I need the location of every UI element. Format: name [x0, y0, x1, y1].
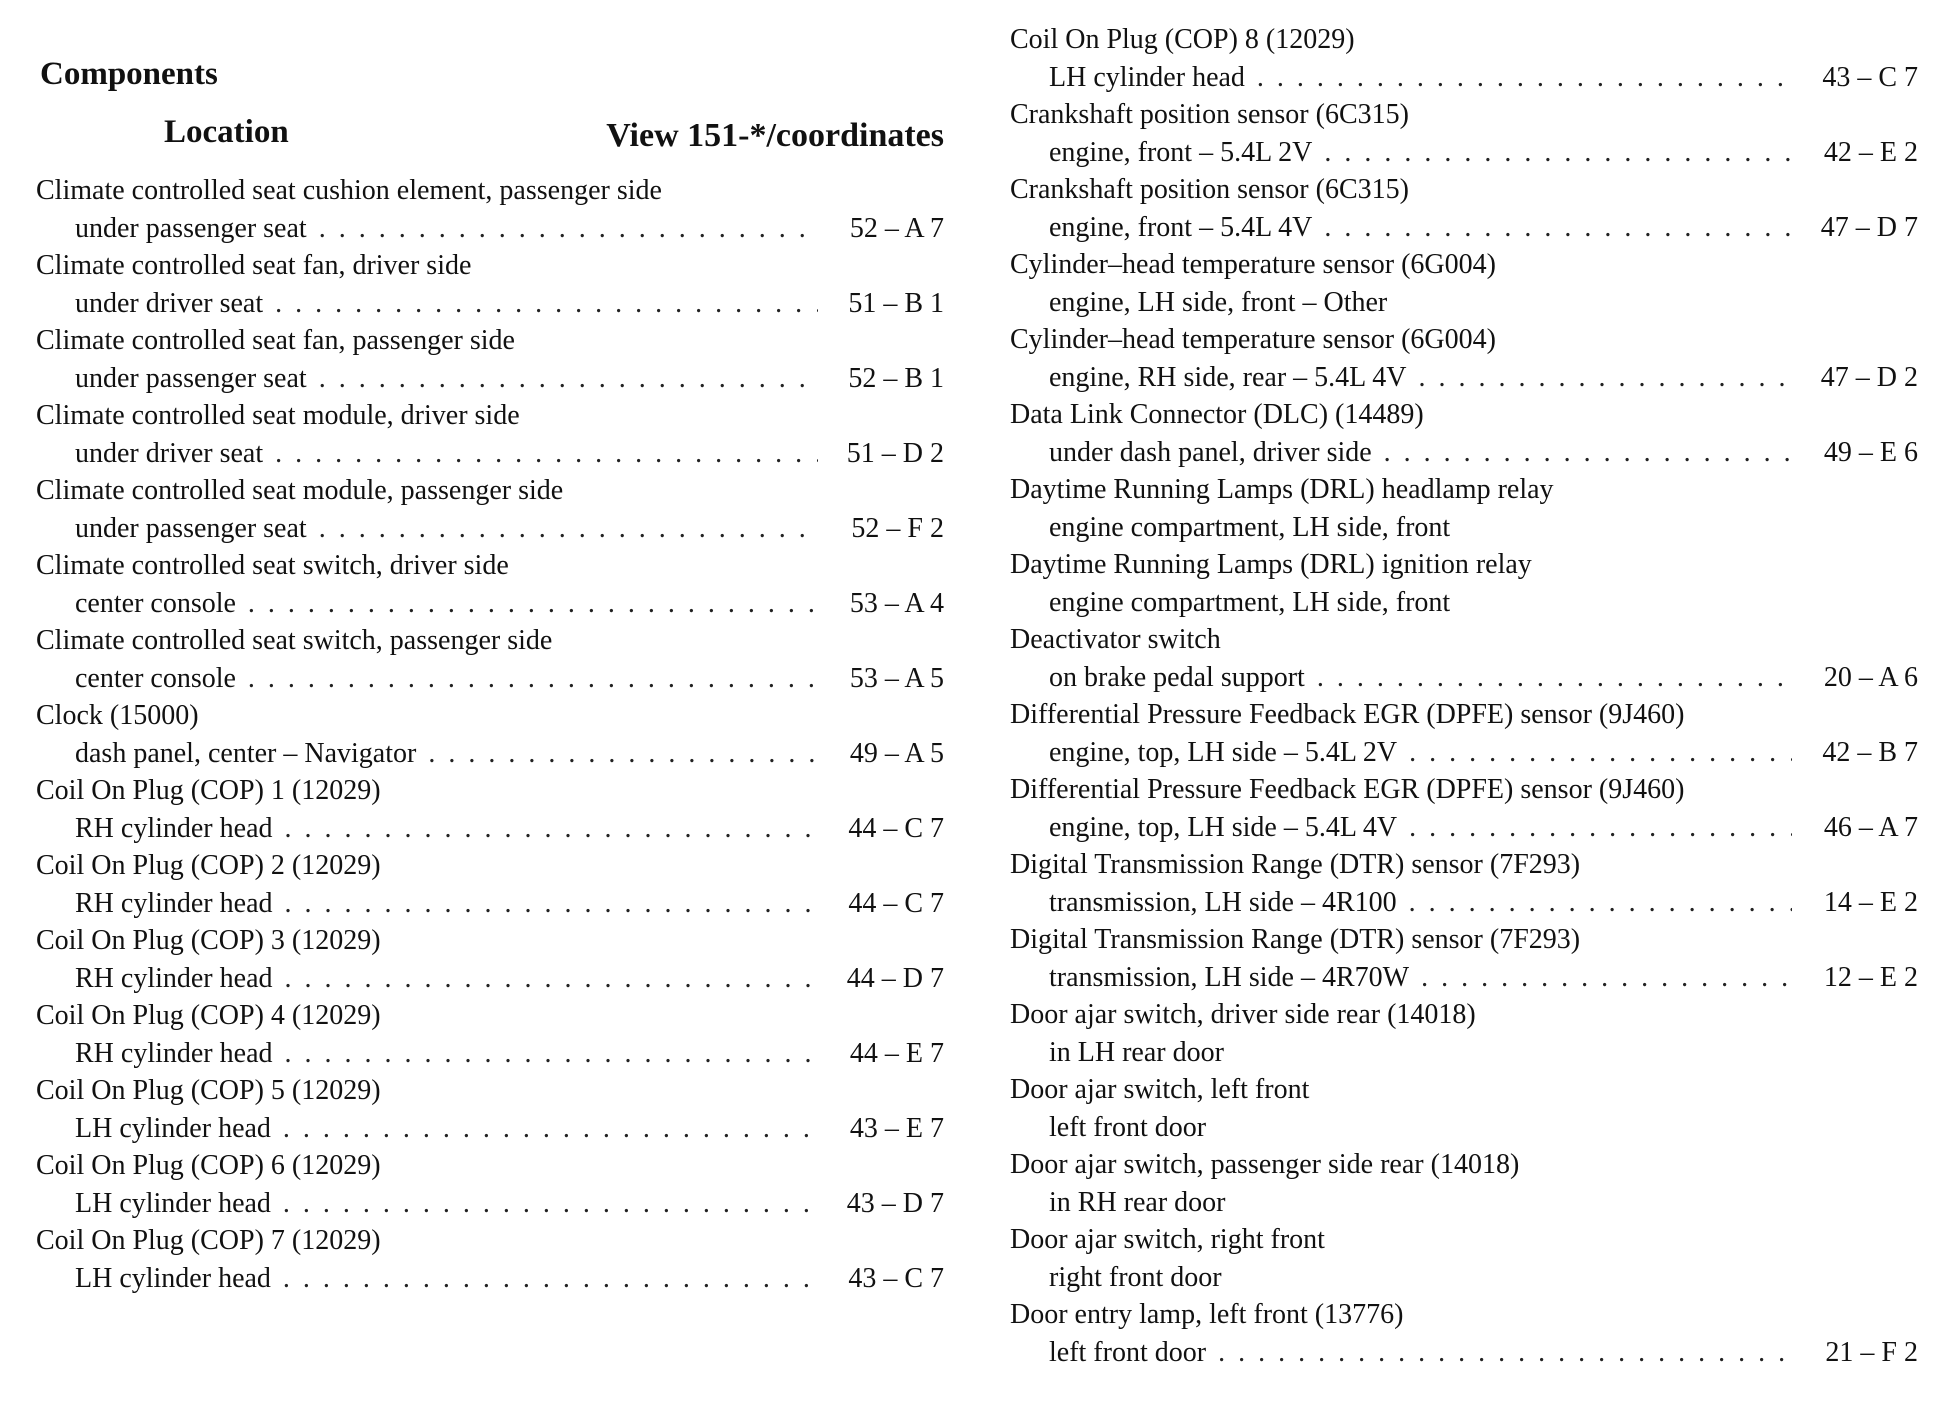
- location-row: [1010, 1259, 1918, 1297]
- component-location: in RH rear door: [1049, 1186, 1226, 1218]
- location-row: [1010, 959, 1918, 997]
- view-coordinate: 20 – A 6: [1823, 661, 1918, 693]
- view-coordinate: 52 – F 2: [851, 512, 944, 544]
- view-coordinate: 49 – E 6: [1823, 436, 1918, 468]
- component-location: under driver seat: [75, 287, 264, 319]
- view-coordinate: 49 – A 5: [849, 737, 944, 769]
- view-coordinate: 51 – D 2: [846, 437, 944, 469]
- component-name: Climate controlled seat fan, driver side: [36, 250, 472, 281]
- component-name: Climate controlled seat fan, passenger side: [36, 325, 515, 356]
- component-entry: [1010, 1221, 1918, 1296]
- component-location: engine, LH side, front – Other: [1049, 286, 1388, 318]
- location-row: [36, 1035, 944, 1073]
- dot-leader: [1324, 134, 1792, 172]
- location-row: [1010, 884, 1918, 922]
- view-coordinate: 14 – E 2: [1823, 886, 1918, 918]
- view-coordinate: 47 – D 2: [1820, 361, 1918, 393]
- view-coordinate: 43 – C 7: [1822, 61, 1918, 93]
- component-name: Coil On Plug (COP) 6 (12029): [36, 1150, 381, 1181]
- component-entry: [36, 172, 944, 247]
- location-row: [36, 960, 944, 998]
- section-title: Components: [40, 56, 218, 92]
- dot-leader: [319, 360, 818, 398]
- dot-leader: [283, 1185, 818, 1223]
- view-coordinates-column-header: View 151-*/coordinates: [606, 117, 944, 154]
- view-coordinate: 52 – B 1: [848, 362, 944, 394]
- location-row: [36, 210, 944, 248]
- location-row: [1010, 434, 1918, 472]
- location-row: [36, 585, 944, 623]
- component-location: engine, top, LH side – 5.4L 2V: [1049, 736, 1398, 768]
- component-name: Door ajar switch, passenger side rear (14018): [1010, 1149, 1520, 1180]
- component-location: engine, front – 5.4L 4V: [1049, 211, 1313, 243]
- component-entry: [1010, 846, 1918, 921]
- dot-leader: [285, 960, 819, 998]
- view-coordinate: 46 – A 7: [1823, 811, 1918, 843]
- left-component-list: [36, 172, 944, 1297]
- component-entry: [36, 997, 944, 1072]
- dot-leader: [275, 285, 818, 323]
- location-row: [1010, 209, 1918, 247]
- component-entry: [1010, 246, 1918, 321]
- component-entry: [36, 922, 944, 997]
- component-entry: [1010, 621, 1918, 696]
- component-location: left front door: [1049, 1336, 1207, 1368]
- component-name: Crankshaft position sensor (6C315): [1010, 174, 1409, 205]
- component-location: under passenger seat: [75, 362, 307, 394]
- location-row: [1010, 284, 1918, 322]
- dot-leader: [1421, 959, 1792, 997]
- component-entry: [36, 247, 944, 322]
- location-row: [1010, 509, 1918, 547]
- location-row: [1010, 809, 1918, 847]
- component-location: RH cylinder head: [75, 887, 273, 919]
- component-name: Coil On Plug (COP) 2 (12029): [36, 850, 381, 881]
- component-entry: [1010, 471, 1918, 546]
- component-entry: [1010, 171, 1918, 246]
- view-coordinate: 12 – E 2: [1823, 961, 1918, 993]
- location-row: [1010, 134, 1918, 172]
- component-name: Climate controlled seat module, driver side: [36, 400, 520, 431]
- component-name: Coil On Plug (COP) 1 (12029): [36, 775, 381, 806]
- location-row: [36, 735, 944, 773]
- location-row: [1010, 659, 1918, 697]
- dot-leader: [275, 435, 818, 473]
- dot-leader: [319, 510, 818, 548]
- location-row: [36, 510, 944, 548]
- component-entry: [36, 1222, 944, 1297]
- component-name: Door ajar switch, left front: [1010, 1074, 1310, 1105]
- dot-leader: [285, 1035, 819, 1073]
- component-name: Coil On Plug (COP) 4 (12029): [36, 1000, 381, 1031]
- dot-leader: [1418, 359, 1792, 397]
- component-entry: [36, 1072, 944, 1147]
- component-name: Cylinder–head temperature sensor (6G004): [1010, 249, 1496, 280]
- location-column-header: Location: [164, 114, 289, 150]
- component-name: Door entry lamp, left front (13776): [1010, 1299, 1404, 1330]
- component-name: Coil On Plug (COP) 5 (12029): [36, 1075, 381, 1106]
- component-location: right front door: [1049, 1261, 1222, 1293]
- view-coordinate: 21 – F 2: [1825, 1336, 1918, 1368]
- component-location: engine, RH side, rear – 5.4L 4V: [1049, 361, 1407, 393]
- location-row: [36, 660, 944, 698]
- location-row: [36, 885, 944, 923]
- view-coordinate: 43 – D 7: [846, 1187, 944, 1219]
- dot-leader: [1409, 884, 1792, 922]
- component-location: RH cylinder head: [75, 812, 273, 844]
- component-entry: [36, 322, 944, 397]
- dot-leader: [1409, 734, 1792, 772]
- component-entry: [1010, 1296, 1918, 1371]
- dot-leader: [1257, 59, 1792, 97]
- component-location: engine compartment, LH side, front: [1049, 586, 1451, 618]
- right-component-list: [1010, 21, 1918, 1371]
- component-name: Data Link Connector (DLC) (14489): [1010, 399, 1424, 430]
- component-location: LH cylinder head: [75, 1262, 271, 1294]
- location-row: [36, 810, 944, 848]
- view-coordinate: 51 – B 1: [848, 287, 944, 319]
- component-location: center console: [75, 662, 236, 694]
- component-entry: [1010, 921, 1918, 996]
- component-location: engine, front – 5.4L 2V: [1049, 136, 1313, 168]
- component-entry: [36, 772, 944, 847]
- component-entry: [36, 547, 944, 622]
- component-location: dash panel, center – Navigator: [75, 737, 417, 769]
- component-name: Door ajar switch, driver side rear (14018): [1010, 999, 1476, 1030]
- component-entry: [1010, 1071, 1918, 1146]
- component-entry: [1010, 696, 1918, 771]
- component-entry: [36, 1147, 944, 1222]
- view-coordinate: 43 – C 7: [848, 1262, 944, 1294]
- location-row: [1010, 359, 1918, 397]
- component-location: LH cylinder head: [1049, 61, 1245, 93]
- dot-leader: [283, 1260, 818, 1298]
- dot-leader: [1324, 209, 1792, 247]
- component-name: Clock (15000): [36, 700, 199, 731]
- dot-leader: [1218, 1334, 1792, 1372]
- component-entry: [1010, 546, 1918, 621]
- component-entry: [1010, 771, 1918, 846]
- component-name: Cylinder–head temperature sensor (6G004): [1010, 324, 1496, 355]
- dot-leader: [248, 660, 818, 698]
- component-location: in LH rear door: [1049, 1036, 1224, 1068]
- dot-leader: [283, 1110, 818, 1148]
- location-row: [36, 1185, 944, 1223]
- component-name: Coil On Plug (COP) 8 (12029): [1010, 24, 1355, 55]
- dot-leader: [1384, 434, 1792, 472]
- component-location: under dash panel, driver side: [1049, 436, 1372, 468]
- component-name: Differential Pressure Feedback EGR (DPFE) sensor (9J460): [1010, 699, 1685, 730]
- component-entry: [1010, 1146, 1918, 1221]
- component-entry: [36, 622, 944, 697]
- component-name: Climate controlled seat switch, passenger side: [36, 625, 553, 656]
- component-location: RH cylinder head: [75, 1037, 273, 1069]
- view-coordinate: 44 – E 7: [849, 1037, 944, 1069]
- dot-leader: [1409, 809, 1792, 847]
- view-coordinate: 53 – A 4: [849, 587, 944, 619]
- component-entry: [36, 397, 944, 472]
- component-entry: [1010, 96, 1918, 171]
- location-row: [1010, 59, 1918, 97]
- component-location: transmission, LH side – 4R70W: [1049, 961, 1410, 993]
- component-location: under passenger seat: [75, 512, 307, 544]
- view-coordinate: 44 – C 7: [848, 887, 944, 919]
- component-location: engine compartment, LH side, front: [1049, 511, 1451, 543]
- location-row: [1010, 1184, 1918, 1222]
- component-location: LH cylinder head: [75, 1112, 271, 1144]
- dot-leader: [285, 810, 819, 848]
- component-name: Door ajar switch, right front: [1010, 1224, 1325, 1255]
- location-row: [1010, 1109, 1918, 1147]
- component-location: left front door: [1049, 1111, 1207, 1143]
- component-entry: [36, 697, 944, 772]
- component-entry: [36, 472, 944, 547]
- component-name: Climate controlled seat switch, driver side: [36, 550, 509, 581]
- location-row: [36, 285, 944, 323]
- location-row: [1010, 584, 1918, 622]
- component-name: Coil On Plug (COP) 3 (12029): [36, 925, 381, 956]
- component-name: Deactivator switch: [1010, 624, 1221, 655]
- location-row: [36, 1260, 944, 1298]
- component-location: LH cylinder head: [75, 1187, 271, 1219]
- component-location: under driver seat: [75, 437, 264, 469]
- component-location: center console: [75, 587, 236, 619]
- location-row: [1010, 1334, 1918, 1372]
- location-row: [36, 435, 944, 473]
- view-coordinate: 52 – A 7: [849, 212, 944, 244]
- location-row: [1010, 1034, 1918, 1072]
- dot-leader: [285, 885, 819, 923]
- component-name: Crankshaft position sensor (6C315): [1010, 99, 1409, 130]
- location-row: [36, 1110, 944, 1148]
- view-coordinate: 43 – E 7: [849, 1112, 944, 1144]
- component-name: Daytime Running Lamps (DRL) headlamp relay: [1010, 474, 1554, 505]
- location-row: [1010, 734, 1918, 772]
- component-name: Daytime Running Lamps (DRL) ignition relay: [1010, 549, 1532, 580]
- component-entry: [1010, 396, 1918, 471]
- dot-leader: [248, 585, 818, 623]
- component-name: Coil On Plug (COP) 7 (12029): [36, 1225, 381, 1256]
- component-location: on brake pedal support: [1049, 661, 1305, 693]
- component-name: Digital Transmission Range (DTR) sensor (7F293): [1010, 924, 1581, 955]
- dot-leader: [1317, 659, 1792, 697]
- view-coordinate: 42 – E 2: [1823, 136, 1918, 168]
- component-name: Climate controlled seat module, passenger side: [36, 475, 564, 506]
- view-coordinate: 47 – D 7: [1820, 211, 1918, 243]
- view-coordinate: 53 – A 5: [849, 662, 944, 694]
- component-entry: [1010, 996, 1918, 1071]
- component-entry: [36, 847, 944, 922]
- view-coordinate: 42 – B 7: [1822, 736, 1918, 768]
- view-coordinate: 44 – D 7: [846, 962, 944, 994]
- view-coordinate: 44 – C 7: [848, 812, 944, 844]
- component-name: Digital Transmission Range (DTR) sensor (7F293): [1010, 849, 1581, 880]
- component-location: under passenger seat: [75, 212, 307, 244]
- component-location: transmission, LH side – 4R100: [1049, 886, 1397, 918]
- component-name: Differential Pressure Feedback EGR (DPFE) sensor (9J460): [1010, 774, 1685, 805]
- dot-leader: [428, 735, 818, 773]
- component-entry: [1010, 21, 1918, 96]
- component-location: RH cylinder head: [75, 962, 273, 994]
- component-location: engine, top, LH side – 5.4L 4V: [1049, 811, 1398, 843]
- dot-leader: [319, 210, 818, 248]
- location-row: [36, 360, 944, 398]
- component-name: Climate controlled seat cushion element, passenger side: [36, 175, 662, 206]
- component-entry: [1010, 321, 1918, 396]
